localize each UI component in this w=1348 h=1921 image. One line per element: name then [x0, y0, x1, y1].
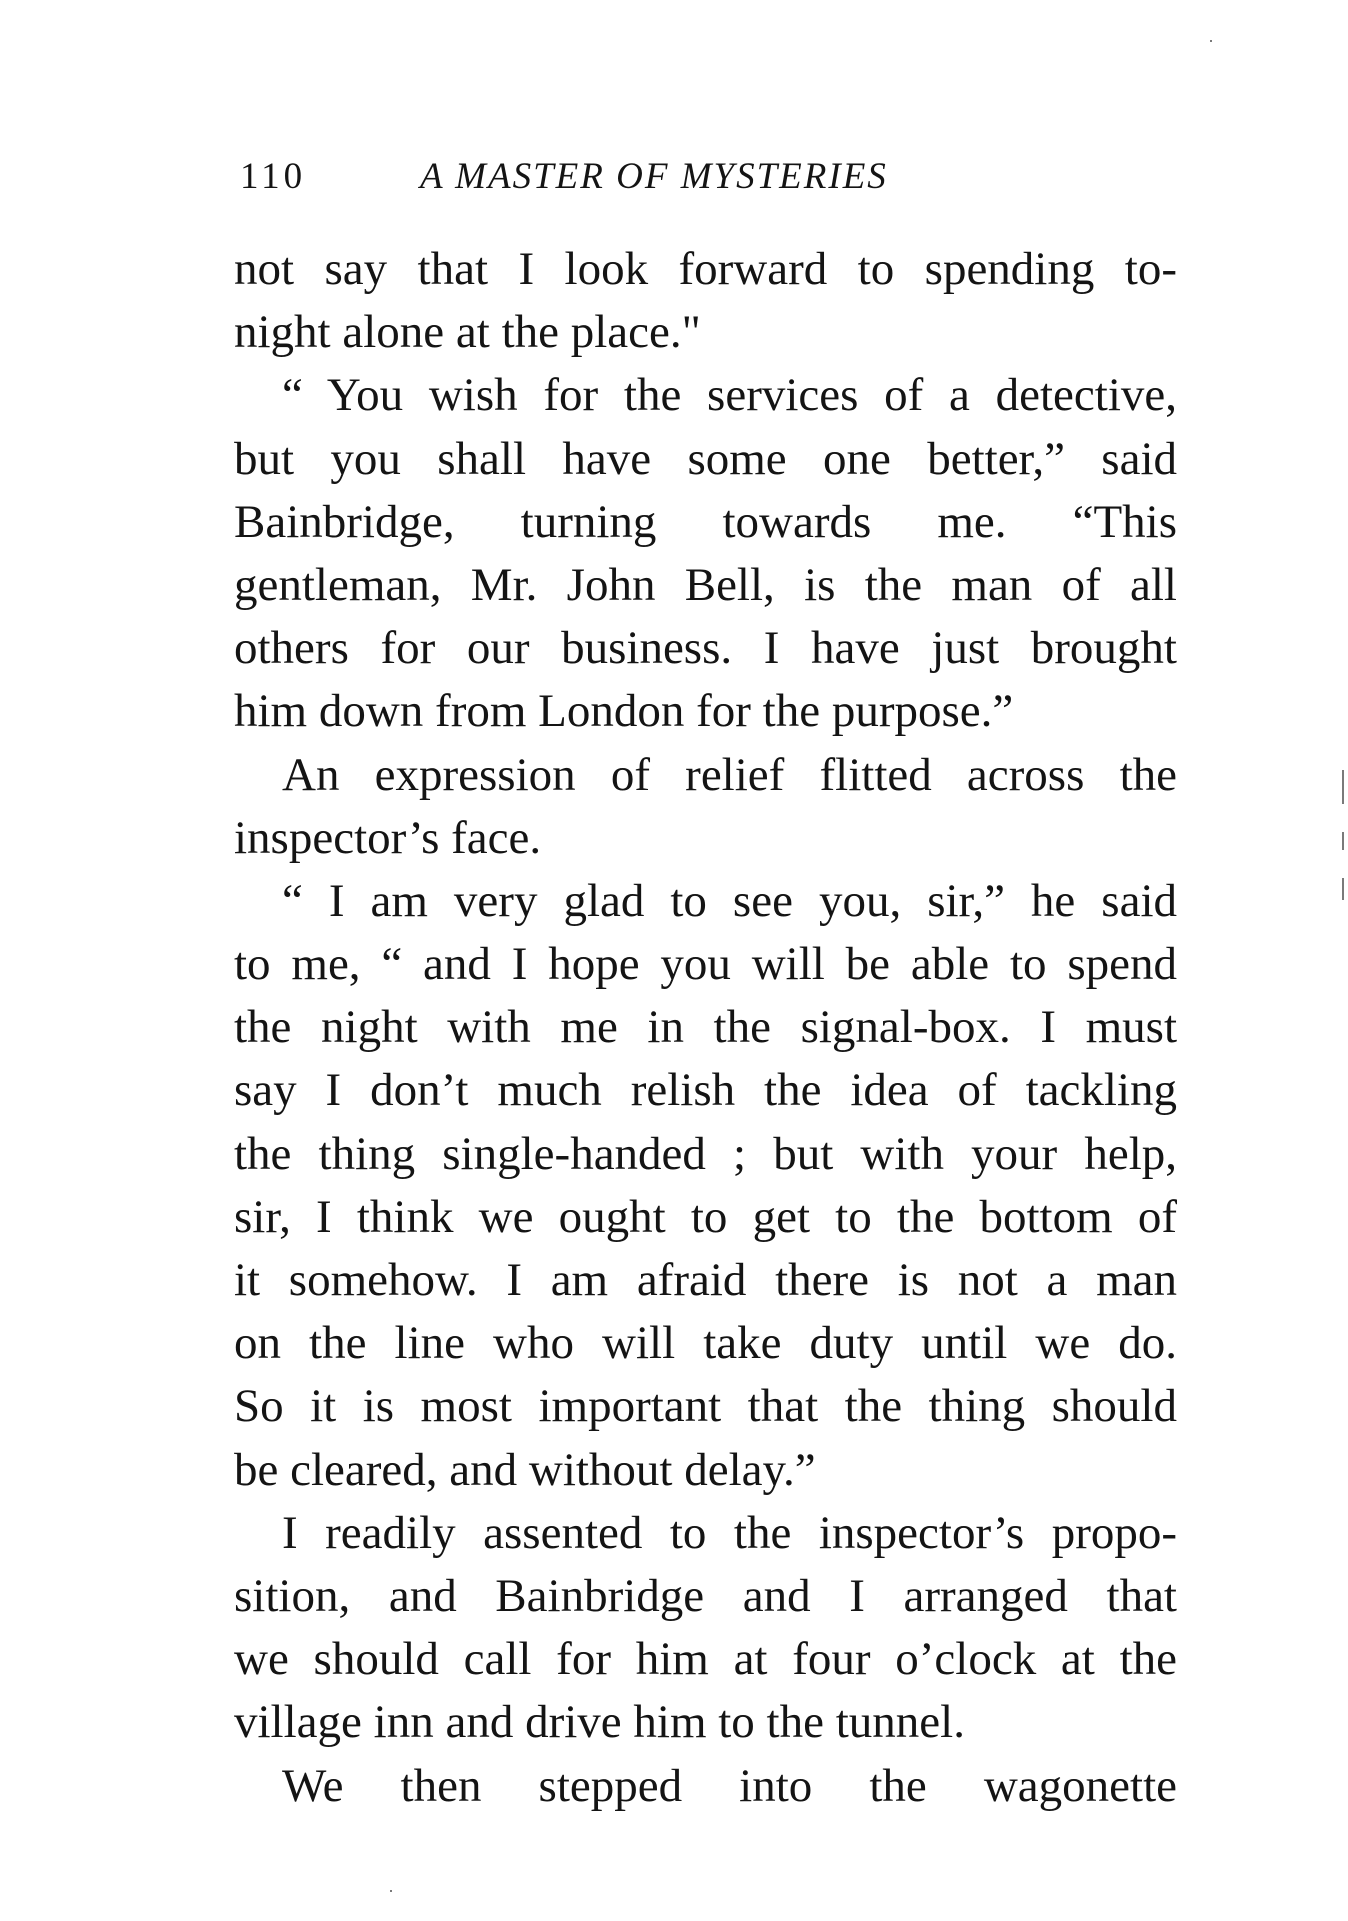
page-number: 110	[240, 156, 307, 197]
body-text	[234, 238, 1177, 1818]
text-line: inspector’s face.	[234, 811, 542, 864]
text-line: An expression of relief flitted across the	[282, 748, 1177, 801]
text-line: the night with me in the signal-box. I must	[234, 1001, 1177, 1054]
scan-speck	[1342, 832, 1344, 850]
text-line: not say that I look forward to spending to-	[234, 243, 1177, 295]
text-line: Bainbridge, turning towards me. “This	[234, 495, 1177, 548]
running-head	[240, 152, 1180, 202]
text-line: “ You wish for the services of a detective,	[282, 369, 1177, 422]
text-line: others for our business. I have just brought	[234, 622, 1177, 675]
scan-speck	[1342, 770, 1344, 804]
text-line: night alone at the place."	[234, 306, 701, 359]
text-line: it somehow. I am afraid there is not a man	[234, 1254, 1177, 1306]
text-line: on the line who will take duty until we do.	[234, 1317, 1177, 1370]
running-title: A MASTER OF MYSTERIES	[420, 156, 888, 197]
text-line: sition, and Bainbridge and I arranged that	[234, 1569, 1177, 1622]
scan-speck	[390, 1890, 392, 1892]
text-line: gentleman, Mr. John Bell, is the man of all	[234, 558, 1177, 611]
text-line: say I don’t much relish the idea of tackling	[234, 1064, 1177, 1117]
scan-speck	[1210, 40, 1212, 42]
text-line: to me, “ and I hope you will be able to spend	[234, 938, 1177, 991]
text-line: “ I am very glad to see you, sir,” he said	[282, 874, 1177, 927]
text-line: So it is most important that the thing should	[234, 1380, 1177, 1433]
text-line: I readily assented to the inspector’s propo-	[282, 1506, 1177, 1559]
text-line: We then stepped into the wagonette	[282, 1759, 1177, 1812]
text-line: village inn and drive him to the tunnel.	[234, 1696, 965, 1749]
scan-speck	[1342, 878, 1344, 900]
text-line: the thing single-handed ; but with your help,	[234, 1127, 1177, 1180]
text-line: sir, I think we ought to get to the bottom of	[234, 1190, 1177, 1243]
text-line: we should call for him at four o’clock at the	[234, 1633, 1177, 1686]
text-line: him down from London for the purpose.”	[234, 685, 1014, 738]
text-line: be cleared, and without delay.”	[234, 1443, 816, 1496]
text-line: but you shall have some one better,” said	[234, 432, 1177, 485]
